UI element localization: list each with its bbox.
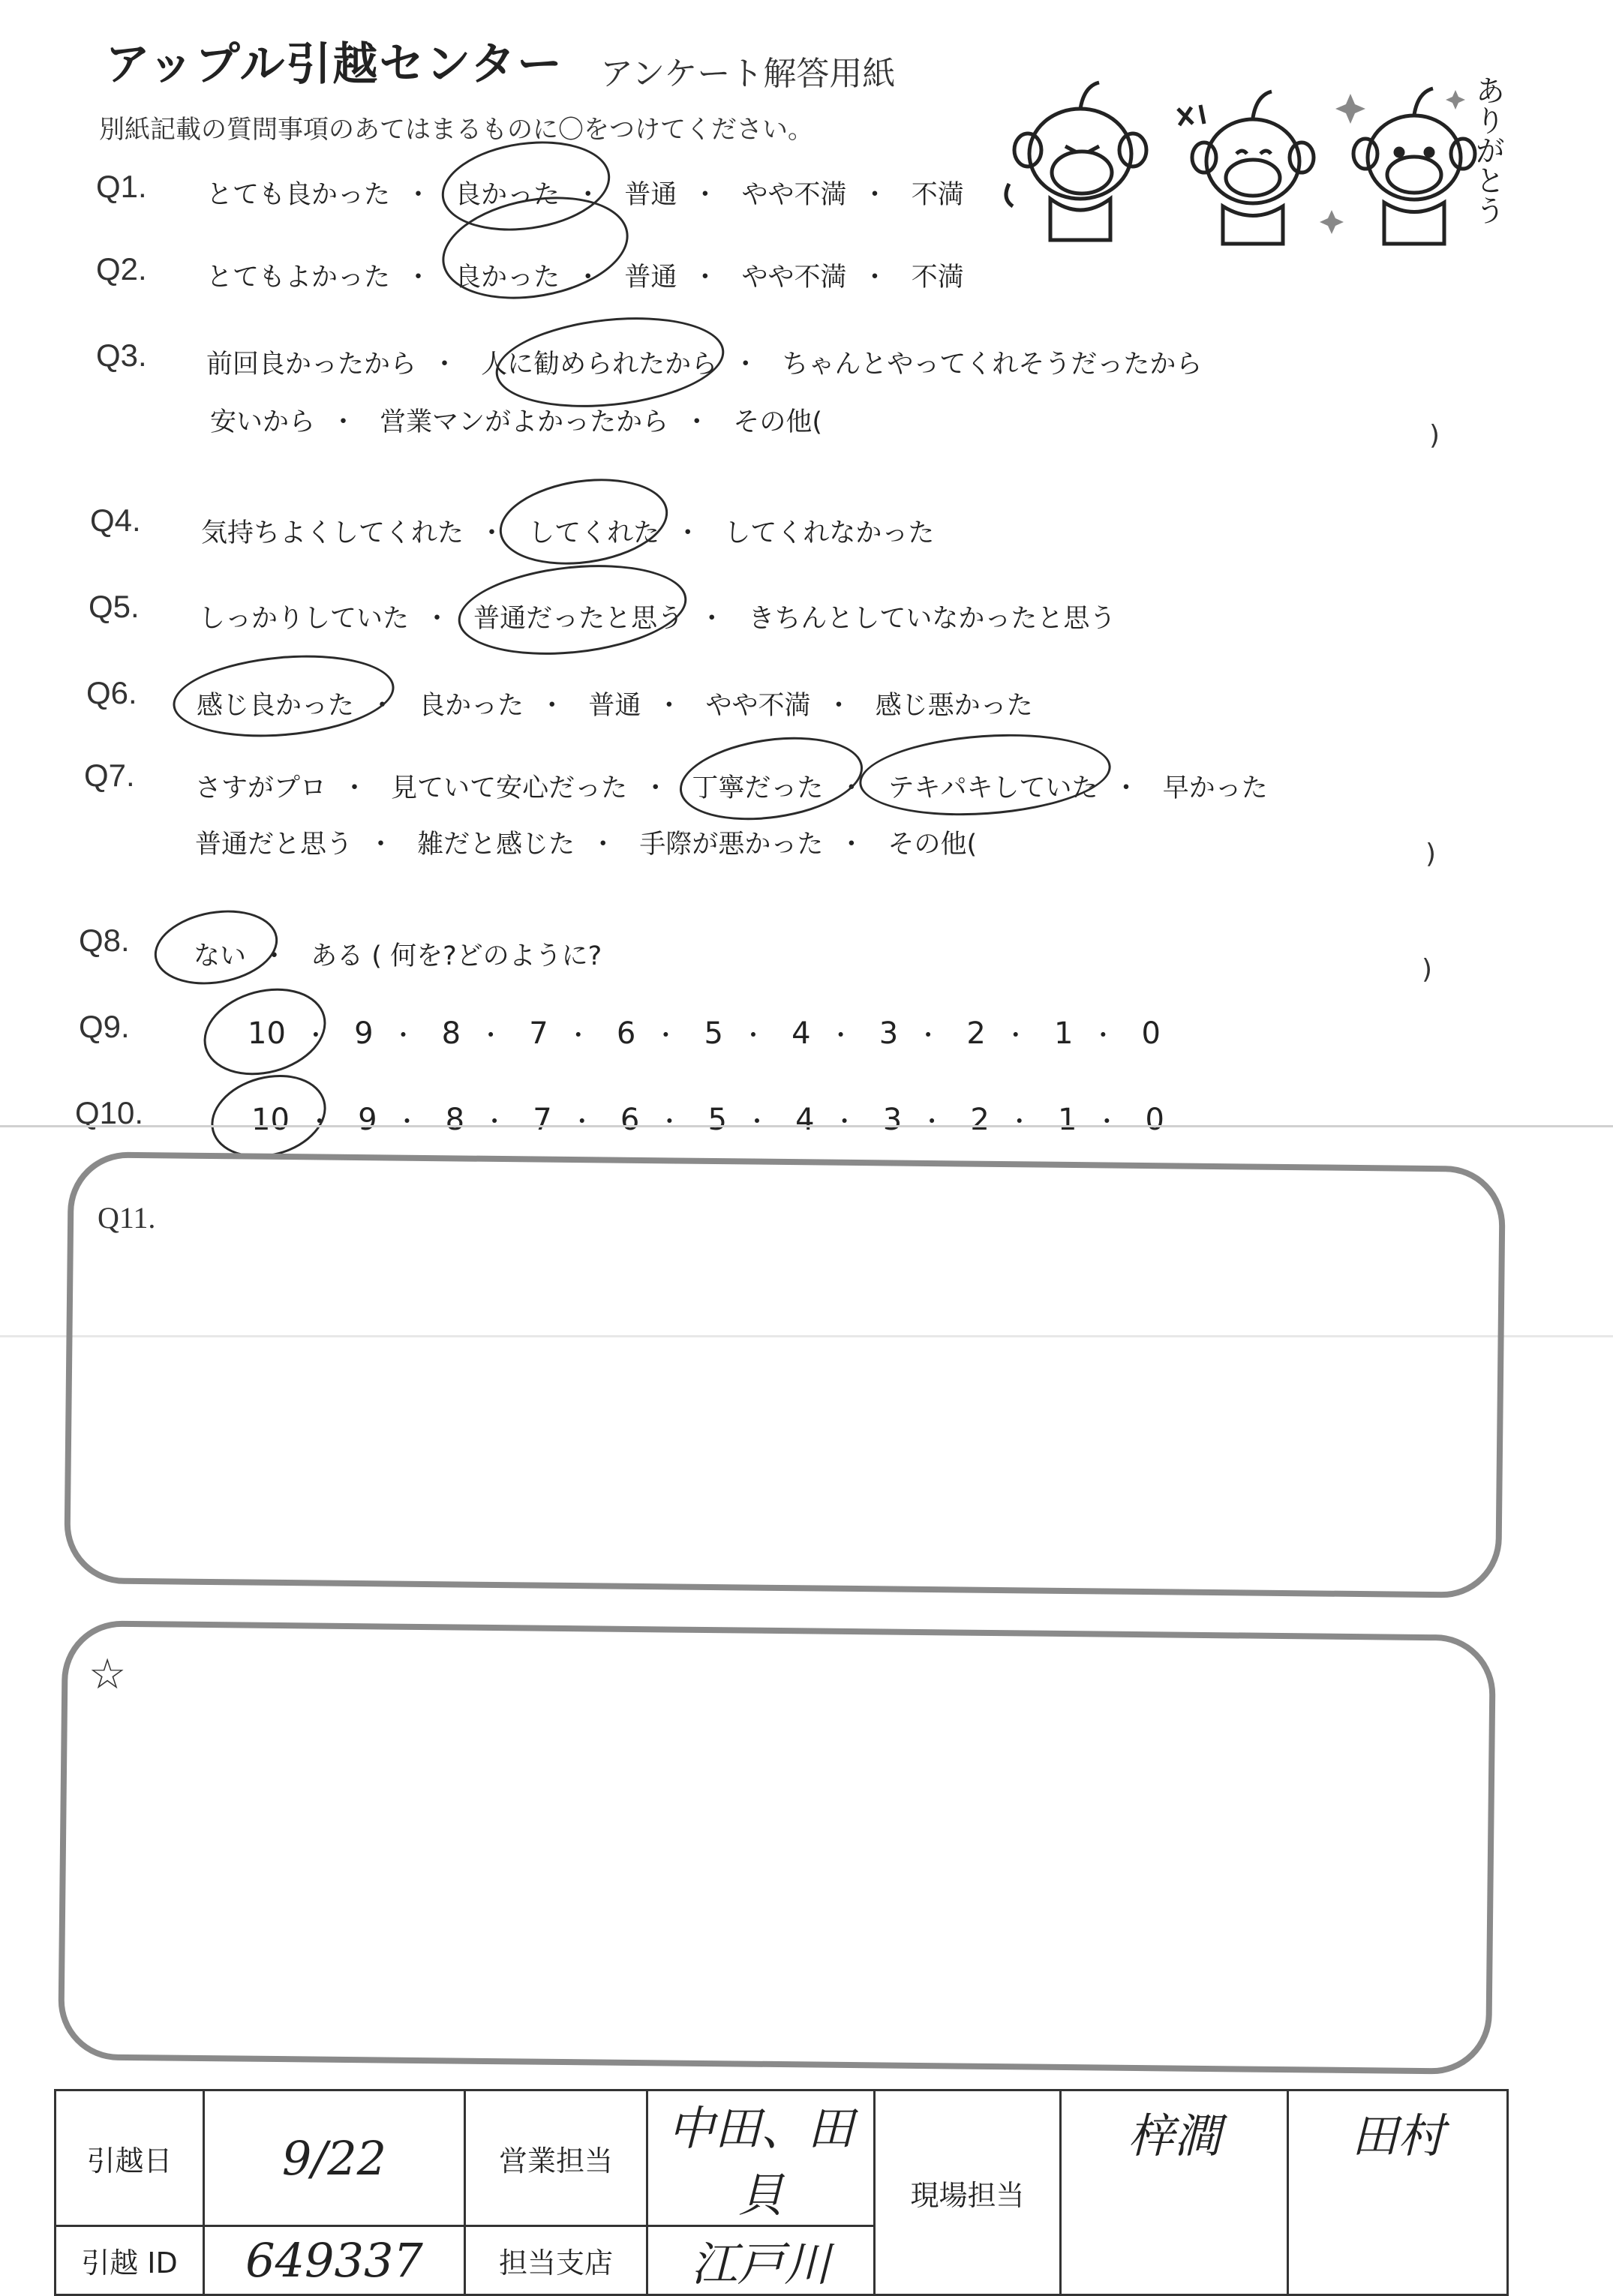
question-options: 気持ちよくしてくれた ・ してくれた ・ してくれなかった xyxy=(201,512,934,550)
option-selected[interactable]: してくれた xyxy=(528,518,660,548)
question-label: Q7. xyxy=(84,758,135,793)
scale-option[interactable]: 7 xyxy=(533,1103,552,1137)
option[interactable]: 営業マンがよかったから xyxy=(380,407,669,437)
option[interactable]: とても良かった xyxy=(206,180,391,210)
move-id-label: 引越 ID xyxy=(56,2226,204,2295)
option[interactable]: やや不満 xyxy=(741,180,847,210)
option-selected[interactable]: 普通だったと思う xyxy=(473,604,684,634)
question-label: Q1. xyxy=(96,169,147,204)
option[interactable]: しっかりしていた xyxy=(199,604,410,634)
option[interactable]: 普通 xyxy=(624,263,677,293)
star-comment-box[interactable] xyxy=(58,1620,1496,2075)
option-selected[interactable]: 感じ良かった xyxy=(197,691,355,721)
option[interactable]: 手際が悪かった xyxy=(639,830,824,860)
rating-scale: 10 ・ 9 ・ 8 ・ 7 ・ 6 ・ 5 ・ 4 ・ 3 ・ 2 ・ 1 ・ 0 xyxy=(248,1016,1161,1051)
option[interactable]: さすがプロ xyxy=(195,773,327,803)
closing-paren: ) xyxy=(1429,420,1440,451)
survey-form-title: アンケート解答用紙 xyxy=(600,55,896,93)
scale-option[interactable]: 1 xyxy=(1057,1103,1077,1137)
site-staff-value-2[interactable]: 田村 xyxy=(1288,2090,1508,2295)
q11-comment-box[interactable] xyxy=(64,1151,1506,1598)
scale-option-selected[interactable]: 10 xyxy=(251,1103,290,1137)
star-icon: ☆ xyxy=(89,1652,127,1698)
option-other[interactable]: ある ( 何を?どのように? xyxy=(311,941,602,971)
option[interactable]: 見ていて安心だった xyxy=(391,773,628,803)
move-date-label: 引越日 xyxy=(56,2090,204,2226)
question-options: ない ・ ある ( 何を?どのように? xyxy=(194,935,602,973)
move-id-value[interactable]: 649337 xyxy=(204,2226,465,2295)
scale-option[interactable]: 2 xyxy=(966,1016,986,1051)
option-selected[interactable]: 良かった xyxy=(455,263,560,293)
option[interactable]: 前回良かったから xyxy=(206,350,417,380)
scale-option[interactable]: 5 xyxy=(707,1103,727,1137)
option[interactable]: 安いから xyxy=(210,407,316,437)
monkey-mascots-illustration xyxy=(998,64,1508,251)
scale-option[interactable]: 6 xyxy=(620,1103,640,1137)
question-label: Q2. xyxy=(96,251,147,287)
option[interactable]: やや不満 xyxy=(741,263,847,293)
scale-option[interactable]: 9 xyxy=(354,1016,374,1051)
option-other[interactable]: その他( xyxy=(888,830,978,860)
option[interactable]: 普通 xyxy=(624,180,677,210)
question-options: とても良かった ・ 良かった ・ 普通 ・ やや不満 ・ 不満 xyxy=(206,174,964,212)
option-selected[interactable]: テキパキしていた xyxy=(888,773,1098,803)
site-staff-label: 現場担当 xyxy=(875,2090,1061,2295)
sales-rep-value[interactable]: 中田、田貝 xyxy=(647,2090,875,2226)
mascot-thanks-text: ありがとう xyxy=(1470,75,1505,225)
survey-company-title: アップル引越センター xyxy=(105,38,563,91)
option[interactable]: 普通だと思う xyxy=(195,830,353,860)
closing-paren: ) xyxy=(1422,954,1433,985)
scale-option[interactable]: 4 xyxy=(795,1103,815,1137)
question-options-line2: 安いから ・ 営業マンがよかったから ・ その他( xyxy=(210,401,822,439)
question-options-line1: さすがプロ ・ 見ていて安心だった ・ 丁寧だった ・ テキパキしていた ・ 早かった xyxy=(195,767,1268,805)
option-other[interactable]: その他( xyxy=(733,407,822,437)
question-label: Q9. xyxy=(79,1009,130,1044)
option[interactable]: ちゃんとやってくれそうだったから xyxy=(782,350,1203,380)
scale-option[interactable]: 1 xyxy=(1053,1016,1074,1051)
option[interactable]: 雑だと感じた xyxy=(417,830,575,860)
option[interactable]: 不満 xyxy=(911,180,964,210)
branch-value[interactable]: 江戸川 xyxy=(647,2226,875,2295)
scale-option-selected[interactable]: 10 xyxy=(248,1016,286,1051)
option[interactable]: 良かった xyxy=(419,691,524,721)
option[interactable]: 感じ悪かった xyxy=(875,691,1033,721)
scale-option[interactable]: 8 xyxy=(441,1016,461,1051)
question-options-line1: 前回良かったから ・ 人に勧められたから ・ ちゃんとやってくれそうだったから xyxy=(206,344,1202,381)
option[interactable]: 普通 xyxy=(588,691,641,721)
question-label: Q8. xyxy=(79,923,130,958)
survey-instruction: 別紙記載の質問事項のあてはまるものに〇をつけてください。 xyxy=(99,115,813,145)
site-staff-value-1[interactable]: 梓澗 xyxy=(1061,2090,1288,2295)
closing-paren: ) xyxy=(1425,839,1437,869)
question-label: Q4. xyxy=(90,503,141,538)
scale-option[interactable]: 3 xyxy=(882,1103,903,1137)
question-label: Q10. xyxy=(75,1095,144,1130)
q11-label: Q11. xyxy=(98,1201,156,1235)
move-info-table xyxy=(54,2089,1509,2296)
rating-scale: 10 ・ 9 ・ 8 ・ 7 ・ 6 ・ 5 ・ 4 ・ 3 ・ 2 ・ 1 ・ 0 xyxy=(251,1103,1164,1137)
scale-option[interactable]: 4 xyxy=(791,1016,811,1051)
option-selected[interactable]: ない xyxy=(194,941,247,971)
move-date-value[interactable]: 9/22 xyxy=(204,2090,465,2226)
question-options: とてもよかった ・ 良かった ・ 普通 ・ やや不満 ・ 不満 xyxy=(206,257,964,294)
question-options-line2: 普通だと思う ・ 雑だと感じた ・ 手際が悪かった ・ その他( xyxy=(195,824,977,861)
scale-option[interactable]: 9 xyxy=(358,1103,377,1137)
option[interactable]: やや不満 xyxy=(705,691,811,721)
option-selected[interactable]: 人に勧められたから xyxy=(481,350,718,380)
option[interactable]: とてもよかった xyxy=(206,263,391,293)
paper-fold-line xyxy=(0,1125,1613,1127)
scale-option[interactable]: 2 xyxy=(970,1103,990,1137)
option[interactable]: きちんとしていなかったと思う xyxy=(748,604,1116,634)
branch-label: 担当支店 xyxy=(465,2226,647,2295)
option[interactable]: 早かった xyxy=(1162,773,1268,803)
option[interactable]: 気持ちよくしてくれた xyxy=(201,518,464,548)
scale-option[interactable]: 5 xyxy=(704,1016,723,1051)
scale-option[interactable]: 3 xyxy=(879,1016,899,1051)
question-options: しっかりしていた ・ 普通だったと思う ・ きちんとしていなかったと思う xyxy=(199,598,1116,635)
option-selected[interactable]: 良かった xyxy=(455,180,560,210)
question-label: Q3. xyxy=(96,338,147,373)
scale-option[interactable]: 6 xyxy=(616,1016,636,1051)
question-label: Q6. xyxy=(86,675,137,710)
option[interactable]: してくれなかった xyxy=(724,518,935,548)
question-label: Q5. xyxy=(89,589,140,624)
sales-rep-label: 営業担当 xyxy=(465,2090,647,2226)
question-options: 感じ良かった ・ 良かった ・ 普通 ・ やや不満 ・ 感じ悪かった xyxy=(197,685,1033,722)
scale-option[interactable]: 7 xyxy=(529,1016,548,1051)
scale-option[interactable]: 0 xyxy=(1141,1016,1161,1051)
option[interactable]: 不満 xyxy=(911,263,964,293)
scale-option[interactable]: 8 xyxy=(445,1103,465,1137)
scale-option[interactable]: 0 xyxy=(1145,1103,1164,1137)
option-selected[interactable]: 丁寧だった xyxy=(692,773,824,803)
